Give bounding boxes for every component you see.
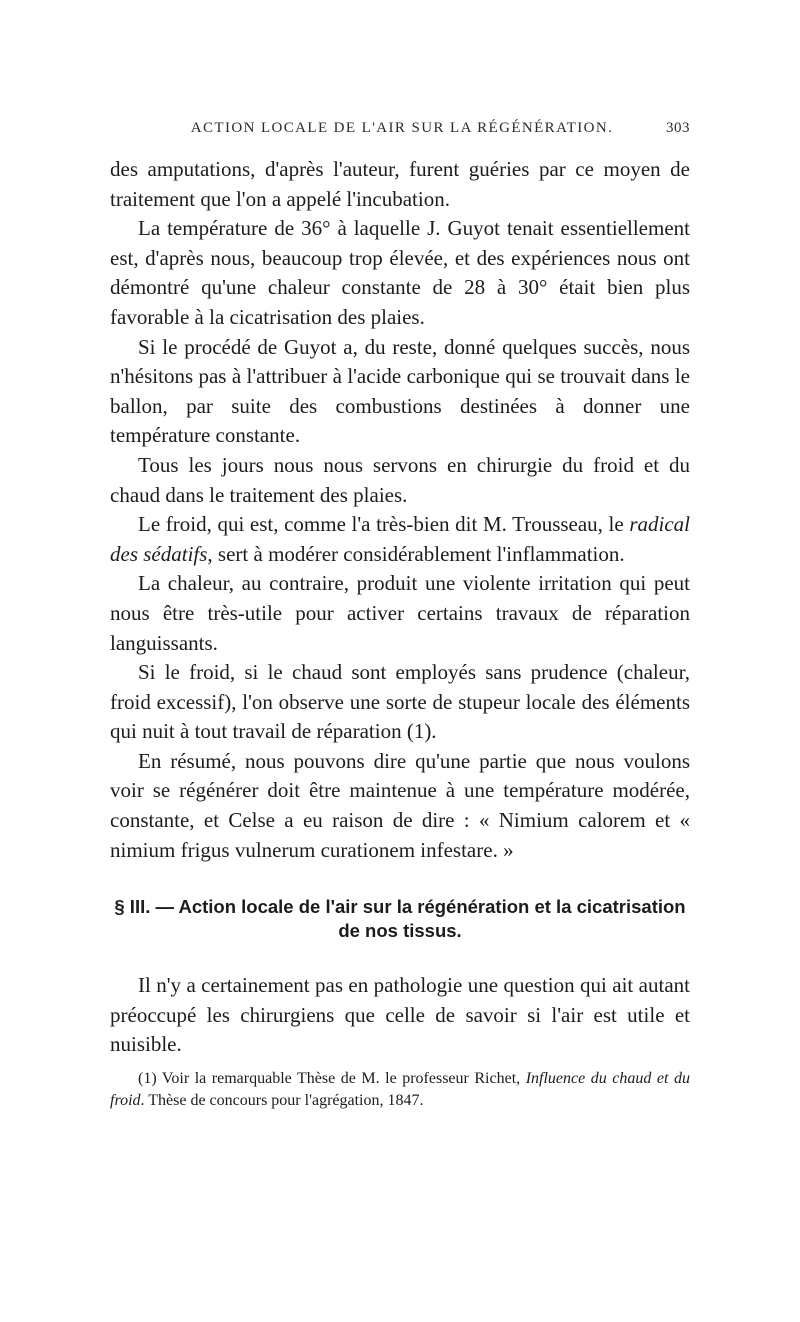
- footnote-italic-title: Influence du chaud et du froid: [110, 1070, 691, 1110]
- footnote: [110, 1068, 690, 1112]
- paragraph: Si le froid, si le chaud sont employés sans prudence (chaleur, froid excessif), l'on observe une sorte de stupeur locale des éléments qui nuit à tout travail de réparation (1).: [110, 660, 690, 744]
- paragraph-text: Le froid, qui est, comme l'a très-bien dit M. Trousseau, le: [138, 512, 630, 537]
- book-page: [110, 120, 690, 1112]
- italic-phrase: radical des sédatifs: [110, 512, 690, 566]
- main-text: [110, 155, 690, 865]
- footnote-text: (1) Voir la remarquable Thèse de M. le professeur Richet,: [138, 1070, 526, 1088]
- paragraph: Il n'y a certainement pas en pathologie une question qui ait autant préoccupé les chirurgiens que celle de savoir si l'air est utile et nuisible.: [110, 973, 690, 1057]
- paragraph: La chaleur, au contraire, produit une violente irritation qui peut nous être très-utile pour activer certains travaux de réparation languissants.: [110, 571, 690, 655]
- running-title: ACTION LOCALE DE L'AIR SUR LA RÉGÉNÉRATION.: [190, 120, 614, 136]
- paragraph: des amputations, d'après l'auteur, furent guéries par ce moyen de traitement que l'on a appelé l'incubation.: [110, 157, 690, 211]
- paragraph: Tous les jours nous nous servons en chirurgie du froid et du chaud dans le traitement des plaies.: [110, 452, 690, 507]
- paragraph: Si le procédé de Guyot a, du reste, donné quelques succès, nous n'hésitons pas à l'attribuer à l'acide carbonique qui se trouvait dans le ballon, par suite des combustions destinées à donner une température constante.: [110, 334, 690, 448]
- paragraph: La température de 36° à laquelle J. Guyot tenait essentiellement est, d'après nous, beaucoup trop élevée, et des expériences nous ont démontré qu'une chaleur constante de 28 à 30° était bien plus favorable à la cicatrisation des plaies.: [110, 216, 690, 329]
- footnote-text: . Thèse de concours pour l'agrégation, 1847.: [140, 1092, 424, 1110]
- paragraph-text: , sert à modérer considérablement l'inflammation.: [207, 541, 625, 566]
- paragraph: [110, 510, 690, 569]
- section-heading: § III. — Action locale de l'air sur la régénération et la cicatrisation de nos tissus.: [114, 896, 686, 942]
- running-header: [110, 120, 690, 137]
- page-number: 303: [666, 120, 690, 136]
- paragraph: En résumé, nous pouvons dire qu'une partie que nous voulons voir se régénérer doit être maintenue à une température modérée, constante, et Celse a eu raison de dire : « Nimium calorem et « nimium frigus vulnerum curationem infestare. »: [110, 748, 690, 862]
- main-text-continued: [110, 971, 690, 1060]
